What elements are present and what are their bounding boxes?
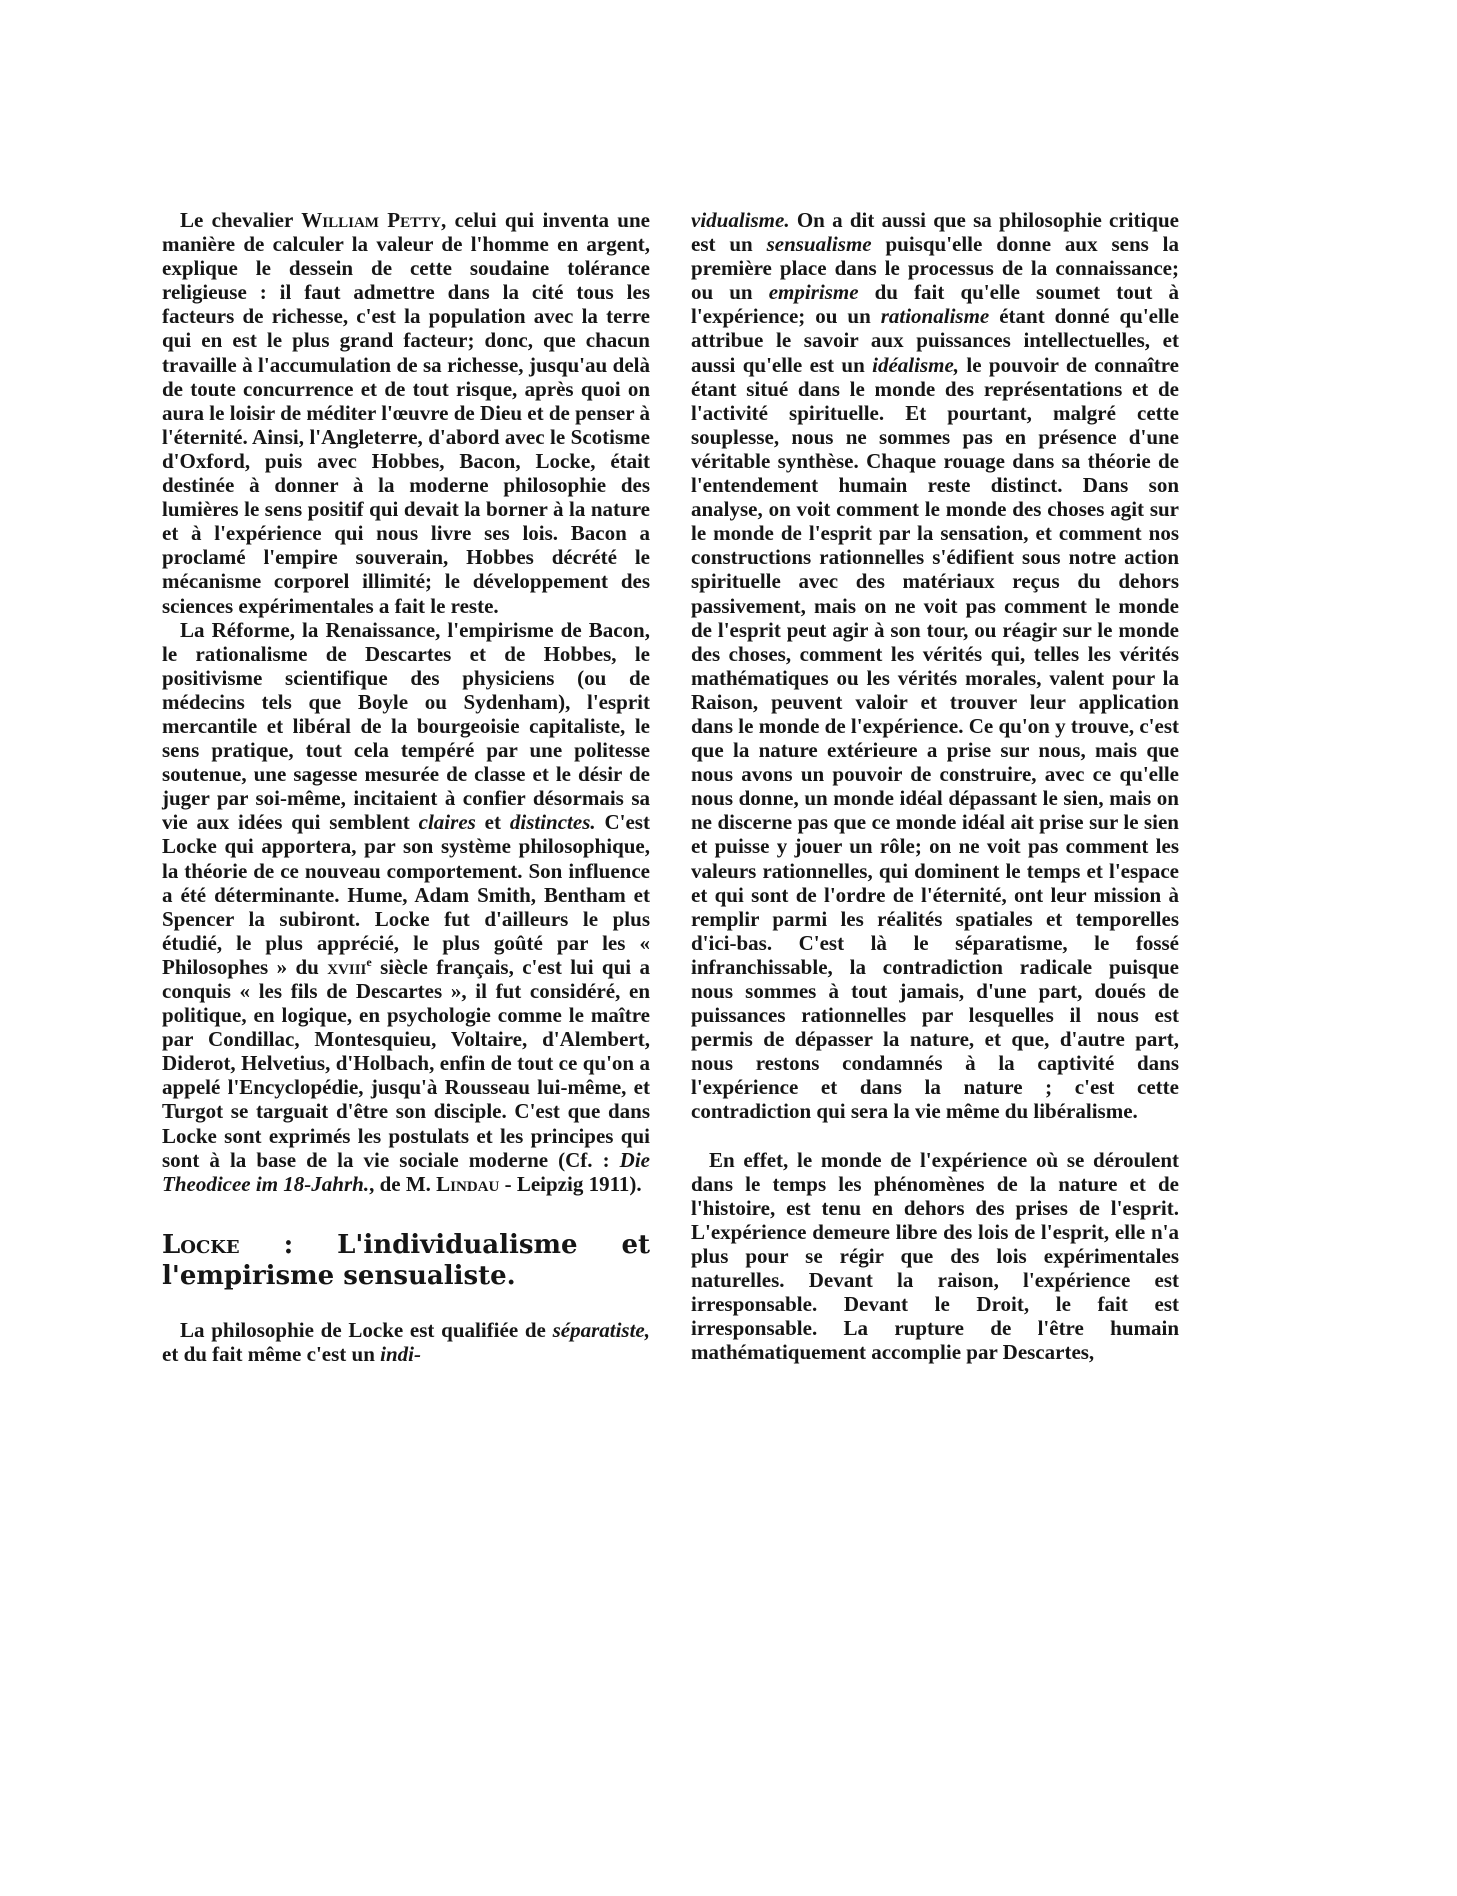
text-run: siècle français, c'est lui qui a conquis « les fils de Descartes », il fut considéré, en politique, en logique, en psychologie comme le maître par Condillac, Montesquieu, Voltaire, d'Alembert, Diderot, Helvetius, d'Holbach, enfin de tout ce qu'on a appelé l'Encyclopédie, jusqu'à Rousseau lui-même, et Turgot se targuait d'être son disciple. C'est que dans Locke sont exprimés les postulats et les principes qui sont à la base de la vie sociale moderne (Cf. : [162, 954, 650, 1172]
italic-title: Die Theodicee im 18-Jahrh. [162, 1147, 650, 1196]
text-run: , de M. [369, 1171, 437, 1196]
paragraph-philosophie [162, 1318, 650, 1366]
text-run: On a dit aussi que sa philosophie critique est un [691, 208, 1179, 257]
text-run: et du fait même c'est un [162, 1341, 381, 1366]
italic-term: idéalisme, [872, 352, 960, 377]
paragraph-reforme [162, 618, 650, 1196]
text-run: et [475, 810, 510, 835]
century-superscript: e [366, 954, 372, 969]
right-column [691, 208, 1179, 1364]
italic-term: indi- [380, 1341, 421, 1366]
left-column [162, 208, 650, 1366]
paragraph-individualisme [691, 208, 1179, 1124]
paragraph-en-effet: En effet, le monde de l'expérience où se déroulent dans le temps les phénomènes de la nature et de l'histoire, est tenu en dehors des prises de l'esprit. L'expérience demeure libre des lois de l'esprit, elle n'a plus pour se régir que des lois expérimentales naturelles. Devant la raison, l'expérience est irresponsable. Devant le Droit, le fait est irresponsable. La rupture de l'être humain mathématiquement accomplie par Descartes, [691, 1147, 1179, 1365]
italic-term: rationalisme [880, 304, 990, 329]
text-run: du fait qu'elle soumet tout à l'expérience; ou un [691, 280, 1179, 329]
paragraph-gap [691, 1124, 1179, 1148]
heading-name: Locke [162, 1229, 240, 1260]
text-run: La philosophie de Locke est qualifiée de [180, 1317, 553, 1342]
italic-term: séparatiste, [552, 1317, 650, 1342]
text-run: le pouvoir de connaître étant situé dans le monde des représentations et de l'activité spirituelle. Et pourtant, malgré cette souplesse, nous ne sommes pas en présence d'une véritable synthèse. Chaque rouage dans sa théorie de l'entendement humain reste distinct. Dans son analyse, on voit comment le monde des choses agit sur le monde de l'esprit par la sensation, et comment nos constructions rationnelles s'édifient sous notre action spirituelle avec des matériaux reçus du dehors passivement, mais on ne voit pas comment le monde de l'esprit peut agir à son tour, ou réagir sur le monde des choses, comment les vérités qui, telles les vérités mathématiques ou les vérités morales, valent pour la Raison, peuvent valoir et trouver leur application dans le monde de l'expérience. Ce qu'on y trouve, c'est que la nature extérieure a prise sur nous, mais que nous avons un pouvoir de construire, avec ce qu'elle nous donne, un monde idéal dépassant le sien, mais on ne discerne pas que ce monde idéal ait prise sur le sien et puisse y jouer un rôle; on ne voit pas comment les valeurs rationnelles, qui dominent le temps et l'espace et qui sont de l'ordre de l'éternité, ont leur mission à remplir parmi les réalités spatiales et temporelles d'ici-bas. C'est là le séparatisme, le fossé infranchissable, la contradiction radicale puisque nous sommes à tout jamais, d'une part, doués de puissances rationnelles par lesquelles il nous est permis de dépasser la nature, et que, d'autre part, nous restons condamnés à la captivité dans l'expérience et dans la nature ; c'est cette contradiction qui sera la vie même du libéralisme. [691, 352, 1179, 1124]
century-numeral: xviii [327, 954, 367, 979]
paragraph-petty [162, 208, 650, 618]
italic-term: sensualisme [766, 232, 872, 257]
heading-text: : L'individualisme et l'empirisme sensualiste. [162, 1229, 650, 1291]
section-heading [162, 1230, 650, 1292]
text-run: La Réforme, la Renaissance, l'empirisme de Bacon, le rationalisme de Descartes et de Hobbes, le positivisme scientifique des physiciens (ou de médecins tels que Boyle ou Sydenham), l'esprit mercantile et libéral de la bourgeoisie capitaliste, le sens pratique, tout cela tempéré par une politesse soutenue, une sagesse mesurée de classe et le désir de juger par soi-même, incitaient à confier désormais sa vie aux idées qui semblent [162, 617, 650, 835]
italic-term: claires [418, 810, 476, 835]
text-run: puisqu'elle donne aux sens la première place dans le processus de la connaissance; ou un [691, 232, 1179, 305]
text-run: Le chevalier [180, 208, 302, 232]
italic-term: vidualisme. [691, 208, 790, 232]
author-name: Lindau [436, 1171, 500, 1196]
italic-term: distinctes. [509, 810, 596, 835]
text-run: - Leipzig 1911). [499, 1171, 642, 1196]
italic-term: empirisme [768, 280, 859, 305]
author-name: William Petty [301, 208, 441, 232]
text-run: , celui qui inventa une manière de calculer la valeur de l'homme en argent, explique le dessein de cette soudaine tolérance religieuse : il faut admettre dans la cité tous les facteurs de richesse, c'est la population avec la terre qui en est le plus grand facteur; donc, que chacun travaille à l'accumulation de sa richesse, jusqu'au delà de toute concurrence et de tout risque, après quoi on aura le loisir de méditer l'œuvre de Dieu et de penser à l'éternité. Ainsi, l'Angleterre, d'abord avec le Scotisme d'Oxford, puis avec Hobbes, Bacon, Locke, était destinée à donner à la moderne philosophie des lumières le sens positif qui devait la borner à la nature et à l'expérience qui nous livre ses lois. Bacon a proclamé l'empire souverain, Hobbes décrété le mécanisme corporel illimité; le développement des sciences expérimentales a fait le reste. [162, 208, 650, 618]
text-run: C'est Locke qui apportera, par son système philosophique, la théorie de ce nouveau comportement. Son influence a été déterminante. Hume, Adam Smith, Bentham et Spencer la subiront. Locke fut d'ailleurs le plus étudié, le plus apprécié, le plus goûté par les « Philosophes » du [162, 810, 650, 979]
text-run: étant donné qu'elle attribue le savoir aux puissances intellectuelles, et aussi qu'elle est un [691, 304, 1179, 377]
